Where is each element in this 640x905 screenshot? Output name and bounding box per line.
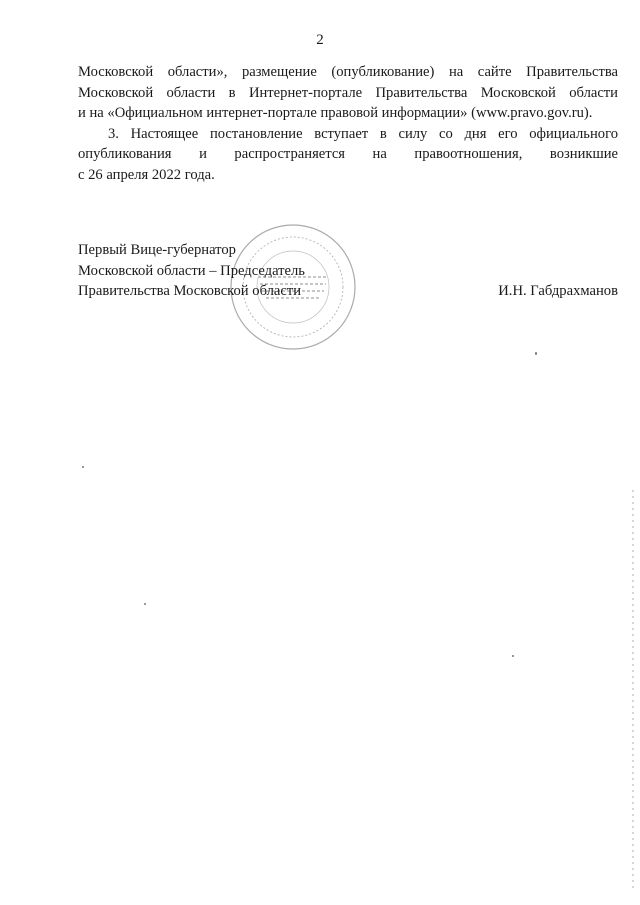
signatory-name: И.Н. Габдрахманов xyxy=(498,283,618,299)
signature-position-line1: Первый Вице-губернатор xyxy=(78,242,236,258)
paragraph1-line1: Московской области», размещение (опубликование) на сайте Правительства xyxy=(78,64,618,80)
signature-position xyxy=(78,240,305,302)
paragraph2-line3: с 26 апреля 2022 года. xyxy=(78,166,215,183)
scan-speck xyxy=(144,603,146,605)
document-body xyxy=(78,62,618,185)
paragraph1-line2: Московской области в Интернет-портале Правительства Московской области xyxy=(78,84,618,101)
scan-speck xyxy=(535,352,537,355)
signature-position-line2: Московской области – Председатель xyxy=(78,262,305,279)
scan-edge-marks xyxy=(632,490,634,890)
paragraph2-line2: опубликования и распространяется на правоотношения, возникшие xyxy=(78,146,618,162)
page-number: 2 xyxy=(316,32,324,48)
paragraph1-line3: и на «Официальном интернет-портале правовой информации» (www.pravo.gov.ru). xyxy=(78,105,593,121)
scan-speck xyxy=(82,466,84,468)
scan-speck xyxy=(512,655,514,657)
signature-position-line3: Правительства Московской области xyxy=(78,283,302,299)
paragraph2-line1: 3. Настоящее постановление вступает в силу со дня его официального xyxy=(108,125,618,142)
